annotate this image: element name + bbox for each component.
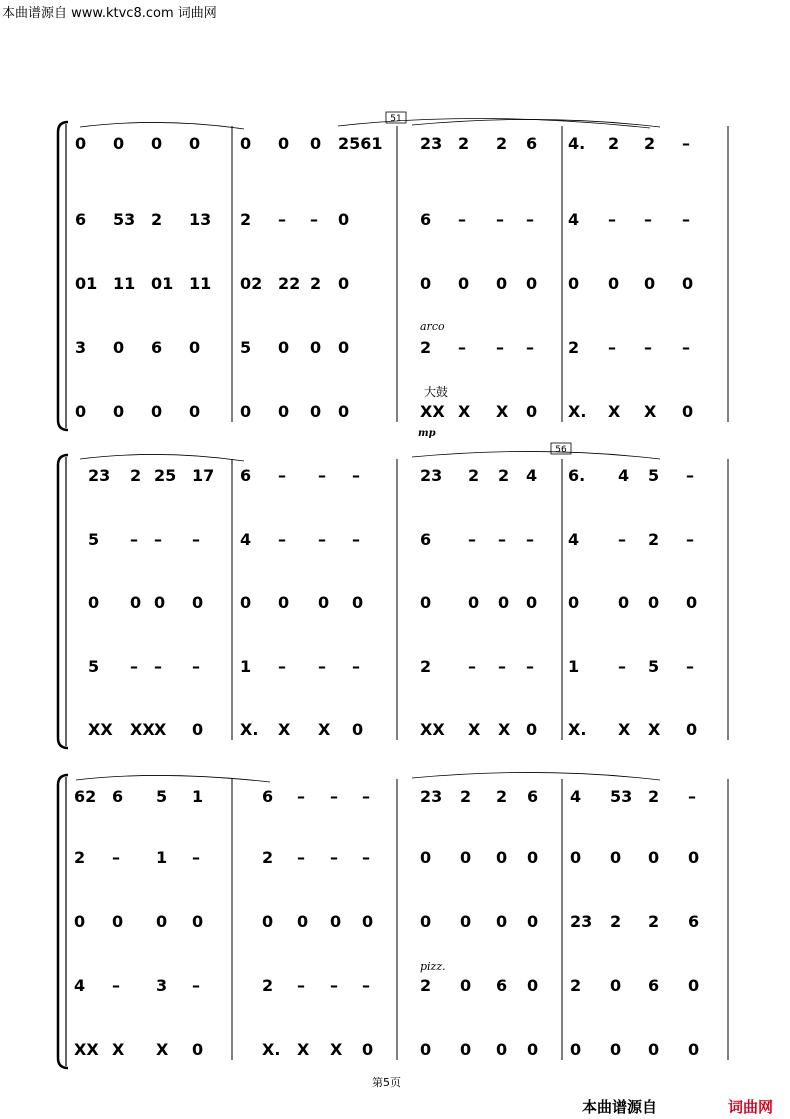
note: X — [330, 1040, 343, 1059]
note: 23 — [88, 466, 111, 485]
note: 0 — [189, 402, 201, 421]
note: 0 — [527, 848, 539, 867]
note: X — [318, 720, 331, 739]
note: 2 — [610, 912, 622, 931]
header-url[interactable]: www.ktvc8.com — [71, 6, 174, 21]
note: 0 — [352, 720, 364, 739]
note: 4 — [568, 210, 580, 229]
note: 0 — [192, 720, 204, 739]
note: 4 — [74, 976, 86, 995]
note: 4 — [618, 466, 630, 485]
note: 0 — [496, 1040, 508, 1059]
note: 0 — [460, 848, 472, 867]
note: 2 — [420, 657, 432, 676]
note: 6 — [75, 210, 87, 229]
note: – — [682, 134, 690, 153]
note: 0 — [297, 912, 309, 931]
note: 2 — [130, 466, 142, 485]
percussion-label: 大鼓 — [424, 385, 449, 399]
note: – — [112, 848, 120, 867]
note: 2 — [262, 848, 274, 867]
note: X — [458, 402, 471, 421]
note: 23 — [570, 912, 593, 931]
note: – — [526, 210, 534, 229]
note: 0 — [468, 593, 480, 612]
note: 0 — [262, 912, 274, 931]
note: – — [644, 210, 652, 229]
note: 6 — [688, 912, 700, 931]
note: – — [608, 210, 616, 229]
note: X. — [568, 720, 587, 739]
note: 0 — [420, 848, 432, 867]
note: X. — [262, 1040, 281, 1059]
note: 5 — [648, 466, 660, 485]
note: – — [130, 530, 138, 549]
note: – — [352, 530, 360, 549]
note: – — [278, 530, 286, 549]
note: 4 — [240, 530, 252, 549]
note: 0 — [570, 848, 582, 867]
note: 0 — [338, 210, 350, 229]
note: X — [468, 720, 481, 739]
note: 1 — [192, 787, 204, 806]
note: 2 — [608, 134, 620, 153]
note: 0 — [526, 274, 538, 293]
note: 0 — [240, 402, 252, 421]
note: – — [154, 530, 162, 549]
note: – — [297, 787, 305, 806]
note: 11 — [189, 274, 212, 293]
note: 0 — [526, 720, 538, 739]
note: 2 — [74, 848, 86, 867]
note: 0 — [154, 593, 166, 612]
slur — [80, 122, 244, 129]
note: 2 — [496, 787, 508, 806]
note: – — [458, 338, 466, 357]
rehearsal-mark: 51 — [390, 114, 402, 124]
note: 0 — [151, 402, 163, 421]
note: 0 — [420, 274, 432, 293]
note: – — [297, 976, 305, 995]
note: 0 — [688, 976, 700, 995]
note: 0 — [338, 402, 350, 421]
note: – — [297, 848, 305, 867]
note: – — [468, 530, 476, 549]
note: – — [310, 210, 318, 229]
note: 0 — [568, 593, 580, 612]
note: – — [526, 338, 534, 357]
note: 6 — [240, 466, 252, 485]
note: – — [608, 338, 616, 357]
slur — [412, 119, 660, 127]
note: 6 — [262, 787, 274, 806]
note: 0 — [310, 134, 322, 153]
note: 6 — [420, 530, 432, 549]
note: 2 — [468, 466, 480, 485]
note: 2 — [498, 466, 510, 485]
note: 0 — [278, 402, 290, 421]
note: X — [154, 720, 167, 739]
note: – — [496, 338, 504, 357]
note: 2 — [648, 530, 660, 549]
note: 0 — [686, 593, 698, 612]
note: – — [526, 530, 534, 549]
note: 1 — [568, 657, 580, 676]
note: – — [278, 210, 286, 229]
note: 2 — [262, 976, 274, 995]
note: 0 — [278, 134, 290, 153]
note: 0 — [460, 1040, 472, 1059]
note: X. — [568, 402, 587, 421]
note: 0 — [648, 1040, 660, 1059]
note: – — [686, 657, 694, 676]
note: 0 — [338, 274, 350, 293]
rehearsal-mark: 56 — [555, 445, 567, 455]
note: 4 — [570, 787, 582, 806]
note: 0 — [310, 402, 322, 421]
note: – — [192, 848, 200, 867]
note: 0 — [458, 274, 470, 293]
note: X — [644, 402, 657, 421]
note: – — [112, 976, 120, 995]
note: 0 — [618, 593, 630, 612]
note: 0 — [568, 274, 580, 293]
note: 5 — [88, 657, 100, 676]
note: 2 — [568, 338, 580, 357]
note: – — [496, 210, 504, 229]
pizz-marking: pizz. — [420, 960, 446, 973]
slur — [76, 775, 270, 782]
note: 6 — [648, 976, 660, 995]
note: 0 — [610, 976, 622, 995]
note: 0 — [330, 912, 342, 931]
note: – — [644, 338, 652, 357]
note: 17 — [192, 466, 215, 485]
note: 0 — [362, 1040, 374, 1059]
note: 0 — [527, 912, 539, 931]
note: 5 — [156, 787, 168, 806]
note: 5 — [240, 338, 252, 357]
note: – — [318, 657, 326, 676]
note: 0 — [189, 134, 201, 153]
note: 0 — [610, 1040, 622, 1059]
note: – — [526, 657, 534, 676]
note: X — [498, 720, 511, 739]
note: 0 — [192, 912, 204, 931]
note: X. — [240, 720, 259, 739]
note: – — [618, 657, 626, 676]
note: – — [192, 530, 200, 549]
note: X — [608, 402, 621, 421]
note: XX — [74, 1040, 99, 1059]
note: 0 — [682, 402, 694, 421]
note: XX — [420, 720, 445, 739]
note: – — [130, 657, 138, 676]
note: 3 — [156, 976, 168, 995]
note: 23 — [420, 466, 443, 485]
note: X — [496, 402, 509, 421]
note: – — [618, 530, 626, 549]
note: 0 — [496, 848, 508, 867]
slur — [80, 454, 244, 461]
note: 1 — [240, 657, 252, 676]
note: – — [682, 338, 690, 357]
note: 0 — [88, 593, 100, 612]
note: 2 — [310, 274, 322, 293]
note: 6. — [568, 466, 586, 485]
note: 4 — [568, 530, 580, 549]
note: – — [498, 657, 506, 676]
note: 0 — [338, 338, 350, 357]
note: 0 — [648, 593, 660, 612]
note: – — [192, 657, 200, 676]
note: 0 — [192, 1040, 204, 1059]
note: 0 — [75, 134, 87, 153]
note: 0 — [460, 912, 472, 931]
note: 0 — [527, 1040, 539, 1059]
note: – — [682, 210, 690, 229]
note: – — [686, 466, 694, 485]
note: – — [362, 787, 370, 806]
note: 02 — [240, 274, 263, 293]
note: XX — [88, 720, 113, 739]
note: 0 — [278, 338, 290, 357]
note: 0 — [112, 912, 124, 931]
note: 0 — [151, 134, 163, 153]
note: 0 — [526, 402, 538, 421]
note: 01 — [75, 274, 98, 293]
note: 0 — [688, 1040, 700, 1059]
note: 0 — [460, 976, 472, 995]
note: 0 — [526, 593, 538, 612]
note: 0 — [570, 1040, 582, 1059]
note: X — [278, 720, 291, 739]
slur — [412, 772, 660, 780]
note: 2 — [458, 134, 470, 153]
note: 0 — [608, 274, 620, 293]
note: 0 — [75, 402, 87, 421]
note: 53 — [113, 210, 136, 229]
note: 0 — [113, 134, 125, 153]
note: 2 — [420, 976, 432, 995]
note: 3 — [75, 338, 87, 357]
note: – — [330, 976, 338, 995]
note: – — [688, 787, 696, 806]
note: X — [297, 1040, 310, 1059]
note: – — [154, 657, 162, 676]
note: X — [112, 1040, 125, 1059]
footer-site-logo: 词曲网 — [728, 1098, 774, 1116]
note: 6 — [496, 976, 508, 995]
note: – — [318, 530, 326, 549]
note: 0 — [688, 848, 700, 867]
note: XX — [130, 720, 155, 739]
note: 01 — [151, 274, 174, 293]
note: – — [192, 976, 200, 995]
note: – — [498, 530, 506, 549]
note: 0 — [130, 593, 142, 612]
note: 2 — [151, 210, 163, 229]
note: – — [458, 210, 466, 229]
note: 0 — [310, 338, 322, 357]
note: 2 — [240, 210, 252, 229]
note: 1 — [156, 848, 168, 867]
note: 0 — [352, 593, 364, 612]
note: 0 — [527, 976, 539, 995]
note: 0 — [682, 274, 694, 293]
note: 23 — [420, 134, 443, 153]
header-source-label: 本曲谱源自 — [2, 6, 68, 21]
note: 0 — [648, 848, 660, 867]
note: – — [330, 787, 338, 806]
note: 5 — [88, 530, 100, 549]
note: 5 — [648, 657, 660, 676]
note: 0 — [113, 338, 125, 357]
note: – — [362, 848, 370, 867]
note: 2 — [496, 134, 508, 153]
note: 6 — [151, 338, 163, 357]
header-site-name: 词曲网 — [177, 6, 217, 21]
note: 0 — [420, 1040, 432, 1059]
note: 0 — [240, 134, 252, 153]
note: 53 — [610, 787, 633, 806]
slur — [412, 451, 660, 459]
note: XX — [420, 402, 445, 421]
note: X — [648, 720, 661, 739]
note: 0 — [189, 338, 201, 357]
note: 6 — [527, 787, 539, 806]
note: – — [686, 530, 694, 549]
note: X — [618, 720, 631, 739]
page-number: 第5页 — [372, 1076, 401, 1089]
note: 0 — [498, 593, 510, 612]
note: 2561 — [338, 134, 383, 153]
note: 4. — [568, 134, 586, 153]
note: 0 — [496, 274, 508, 293]
note: – — [362, 976, 370, 995]
note: – — [352, 657, 360, 676]
footer-source-label: 本曲谱源自 — [582, 1098, 658, 1116]
note: 22 — [278, 274, 301, 293]
note: – — [318, 466, 326, 485]
note: 0 — [240, 593, 252, 612]
note: – — [278, 657, 286, 676]
dynamic-marking: mp — [418, 428, 436, 439]
note: 6 — [526, 134, 538, 153]
note: 2 — [648, 787, 660, 806]
note: 0 — [644, 274, 656, 293]
note: X — [156, 1040, 169, 1059]
note: 2 — [460, 787, 472, 806]
note: 0 — [156, 912, 168, 931]
note: 0 — [278, 593, 290, 612]
note: 0 — [362, 912, 374, 931]
note: – — [330, 848, 338, 867]
note: 0 — [420, 593, 432, 612]
note: 2 — [570, 976, 582, 995]
note: 4 — [526, 466, 538, 485]
note: – — [352, 466, 360, 485]
note: 25 — [154, 466, 177, 485]
note: 11 — [113, 274, 136, 293]
note: 0 — [420, 912, 432, 931]
note: 0 — [192, 593, 204, 612]
note: 13 — [189, 210, 212, 229]
note: 0 — [610, 848, 622, 867]
note: 2 — [644, 134, 656, 153]
note: – — [468, 657, 476, 676]
arco-marking: arco — [420, 320, 445, 333]
note: 0 — [113, 402, 125, 421]
note: 62 — [74, 787, 97, 806]
note: 2 — [420, 338, 432, 357]
note: 23 — [420, 787, 443, 806]
note: 0 — [318, 593, 330, 612]
note: 0 — [496, 912, 508, 931]
note: 2 — [648, 912, 660, 931]
note: – — [278, 466, 286, 485]
note: 6 — [420, 210, 432, 229]
note: 0 — [74, 912, 86, 931]
note: 6 — [112, 787, 124, 806]
note: 0 — [686, 720, 698, 739]
